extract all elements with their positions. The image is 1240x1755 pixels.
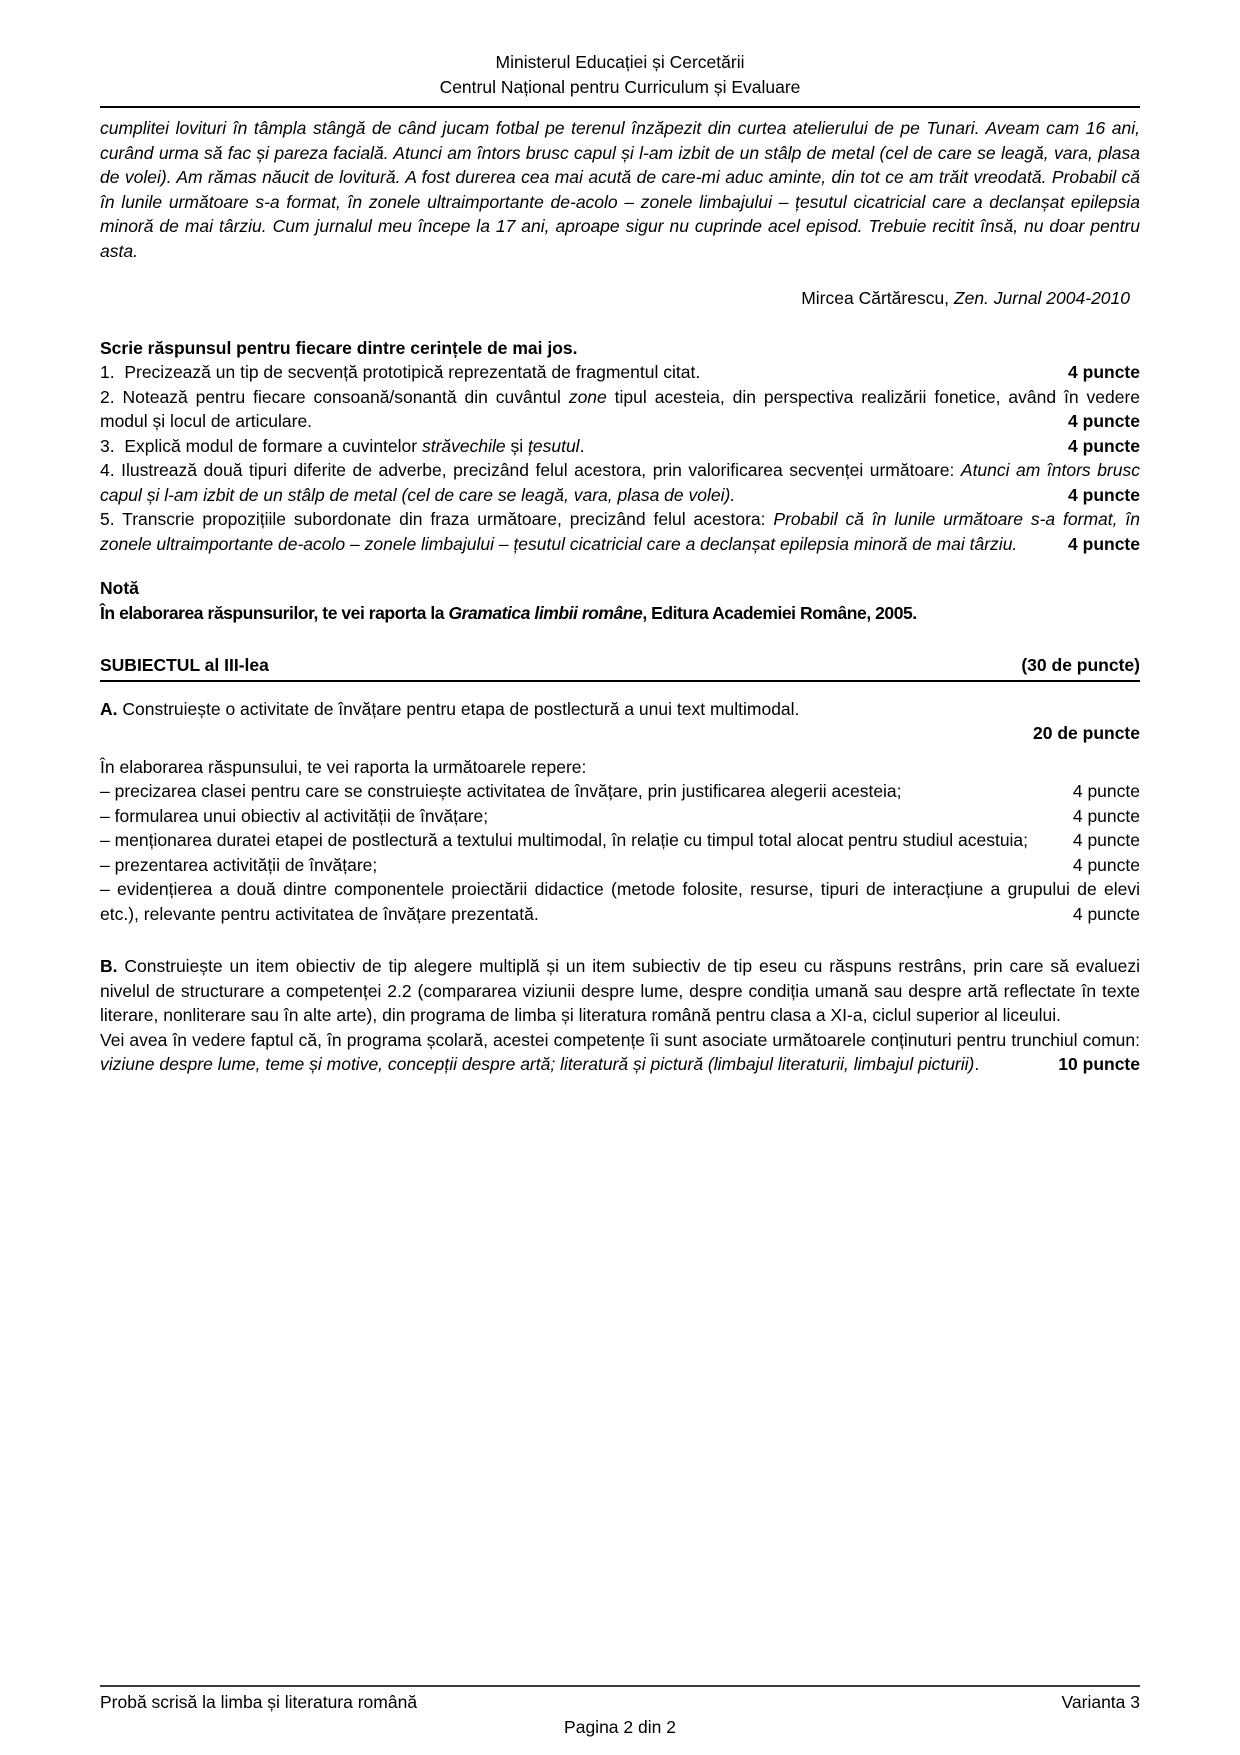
part-a-intro: În elaborarea răspunsului, te vei raporta la următoarele repere: bbox=[100, 756, 587, 777]
task-points: 4 puncte bbox=[1068, 411, 1140, 431]
part-b-followup bbox=[100, 1028, 1140, 1077]
task-text: 1. Precizează un tip de secvență prototipică reprezentată de fragmentul citat. bbox=[100, 362, 701, 382]
task-text: 2. Notează pentru fiecare consoană/sonantă din cuvântul zone tipul acesteia, din perspectiva realizării fonetice, având în vedere modul și locul de articulare. bbox=[100, 386, 1141, 431]
task-item-5 bbox=[100, 507, 1140, 556]
reper-item-1 bbox=[100, 779, 1140, 804]
quote-paragraph: cumplitei lovituri în tâmpla stângă de când jucam fotbal pe terenul înzăpezit din curtea atelierului de pe Tunari. Aveam cam 16 ani, curând urma să fac și pareza facială. Atunci am întors brusc capul și l-am izbit de un stâlp de metal (cel de care se leagă, vara, plasa de volei). Am rămas năucit de lovitură. A fost durerea cea mai acută de care-mi aduc aminte, din tot ce am trăit vreodată. Probabil că în lunile următoare s-a format, în zonele ultraimportante de-acolo – zonele limbajului – țesutul cicatricial care a declanșat epilepsia minoră de mai târziu. Cum jurnalul meu începe la 17 ani, aproape sigur nu cuprinde acel episod. Trebuie recitit însă, nu doar pentru asta. bbox=[100, 118, 1140, 261]
reper-points: 4 puncte bbox=[1072, 830, 1140, 850]
part-b-block bbox=[100, 954, 1140, 1077]
reper-item-3 bbox=[100, 828, 1140, 853]
reper-item-5 bbox=[100, 877, 1140, 926]
reper-points: 4 puncte bbox=[1072, 781, 1140, 801]
reper-item-2 bbox=[100, 804, 1140, 829]
task-text: 5. Transcrie propozițiile subordonate din fraza următoare, precizând felul acestora: Probabil că în lunile următoare s-a format, în zonele ultraimportante de-acolo – zonele limbajului – țesutul cicatricial care a declanșat epilepsia minoră de mai târziu. bbox=[100, 509, 1140, 554]
reper-text: – formularea unui obiectiv al activității de învățare; bbox=[100, 805, 489, 826]
header-ministry-line: Ministerul Educației și Cercetării bbox=[495, 52, 745, 72]
document-footer bbox=[100, 1685, 1140, 1739]
task-points: 4 puncte bbox=[1068, 484, 1140, 505]
note-title: Notă bbox=[100, 578, 139, 598]
part-a-statement: A. Construiește o activitate de învățare pentru etapa de postlectură a unui text multimodal. bbox=[100, 698, 800, 719]
task-points: 4 puncte bbox=[1068, 435, 1140, 456]
reper-text: – evidențierea a două dintre componentele proiectării didactice (metode folosite, resurse, tipuri de interacțiune a grupului de elevi etc.), relevante pentru activitatea de învățare prezentată. bbox=[100, 879, 1140, 924]
task-item-2 bbox=[100, 385, 1140, 434]
header-center-line: Centrul Național pentru Curriculum și Evaluare bbox=[439, 76, 801, 97]
task-text: 4. Ilustrează două tipuri diferite de adverbe, precizând felul acestora, prin valorificarea secvenței următoare: Atunci am întors brusc capul și l-am izbit de un stâlp de metal (cel de care se leagă, vara, plasa de volei). bbox=[100, 460, 1140, 505]
task-item-3 bbox=[100, 434, 1140, 459]
task-points: 4 puncte bbox=[1068, 362, 1140, 382]
task-item-1 bbox=[100, 360, 1140, 385]
reper-text: – menționarea duratei etapei de postlectură a textului multimodal, în relație cu timpul total alocat pentru studiul acestuia; bbox=[100, 830, 1029, 850]
footer-variant: Varianta 3 bbox=[1061, 1692, 1140, 1712]
reper-points: 4 puncte bbox=[1072, 854, 1140, 875]
part-a-points: 20 de puncte bbox=[1033, 723, 1140, 743]
task-item-4 bbox=[100, 458, 1140, 507]
task-points: 4 puncte bbox=[1068, 533, 1140, 554]
part-b-points: 10 puncte bbox=[1058, 1054, 1140, 1074]
note-text: În elaborarea răspunsurilor, te vei raporta la Gramatica limbii române, Editura Academiei Române, 2005. bbox=[100, 602, 917, 623]
reper-text: – precizarea clasei pentru care se construiește activitatea de învățare, prin justificarea alegerii acesteia; bbox=[100, 781, 902, 801]
part-b-followup-text: Vei avea în vedere faptul că, în programa școlară, acestei competențe îi sunt asociate următoarele conținuturi pentru trunchiul comun: viziune despre lume, teme și motive, concepții despre artă; literatură și pictură (limbajul literaturii, limbajul picturii). bbox=[100, 1029, 1140, 1074]
footer-page-number: Pagina 2 din 2 bbox=[564, 1716, 676, 1737]
reper-item-4 bbox=[100, 853, 1140, 878]
task-text: 3. Explică modul de formare a cuvintelor străvechile și țesutul. bbox=[100, 435, 585, 456]
subject3-total-points: (30 de puncte) bbox=[1021, 655, 1140, 675]
footer-exam-name: Probă scrisă la limba și literatura română bbox=[100, 1692, 418, 1712]
subject3-header bbox=[100, 653, 1140, 682]
reper-points: 4 puncte bbox=[1072, 903, 1140, 924]
tasks-heading: Scrie răspunsul pentru fiecare dintre cerințele de mai jos. bbox=[100, 337, 578, 358]
subject3-title: SUBIECTUL al III-lea bbox=[100, 655, 269, 675]
quote-attribution: Mircea Cărtărescu, Zen. Jurnal 2004-2010 bbox=[801, 288, 1130, 308]
part-b-statement: B. Construiește un item obiectiv de tip alegere multiplă și un item subiectiv de tip eseu cu răspuns restrâns, prin care să evaluezi nivelul de structurare a competenței 2.2 (compararea viziunii despre lume, despre condiția umană sau despre artă reflectate în texte literare, nonliterare sau în alte arte), din programa de limba și literatura română pentru clasa a XI-a, ciclul superior al liceului. bbox=[100, 956, 1140, 1025]
reper-text: – prezentarea activității de învățare; bbox=[100, 854, 378, 875]
document-header bbox=[100, 0, 1140, 108]
reper-points: 4 puncte bbox=[1072, 805, 1140, 826]
